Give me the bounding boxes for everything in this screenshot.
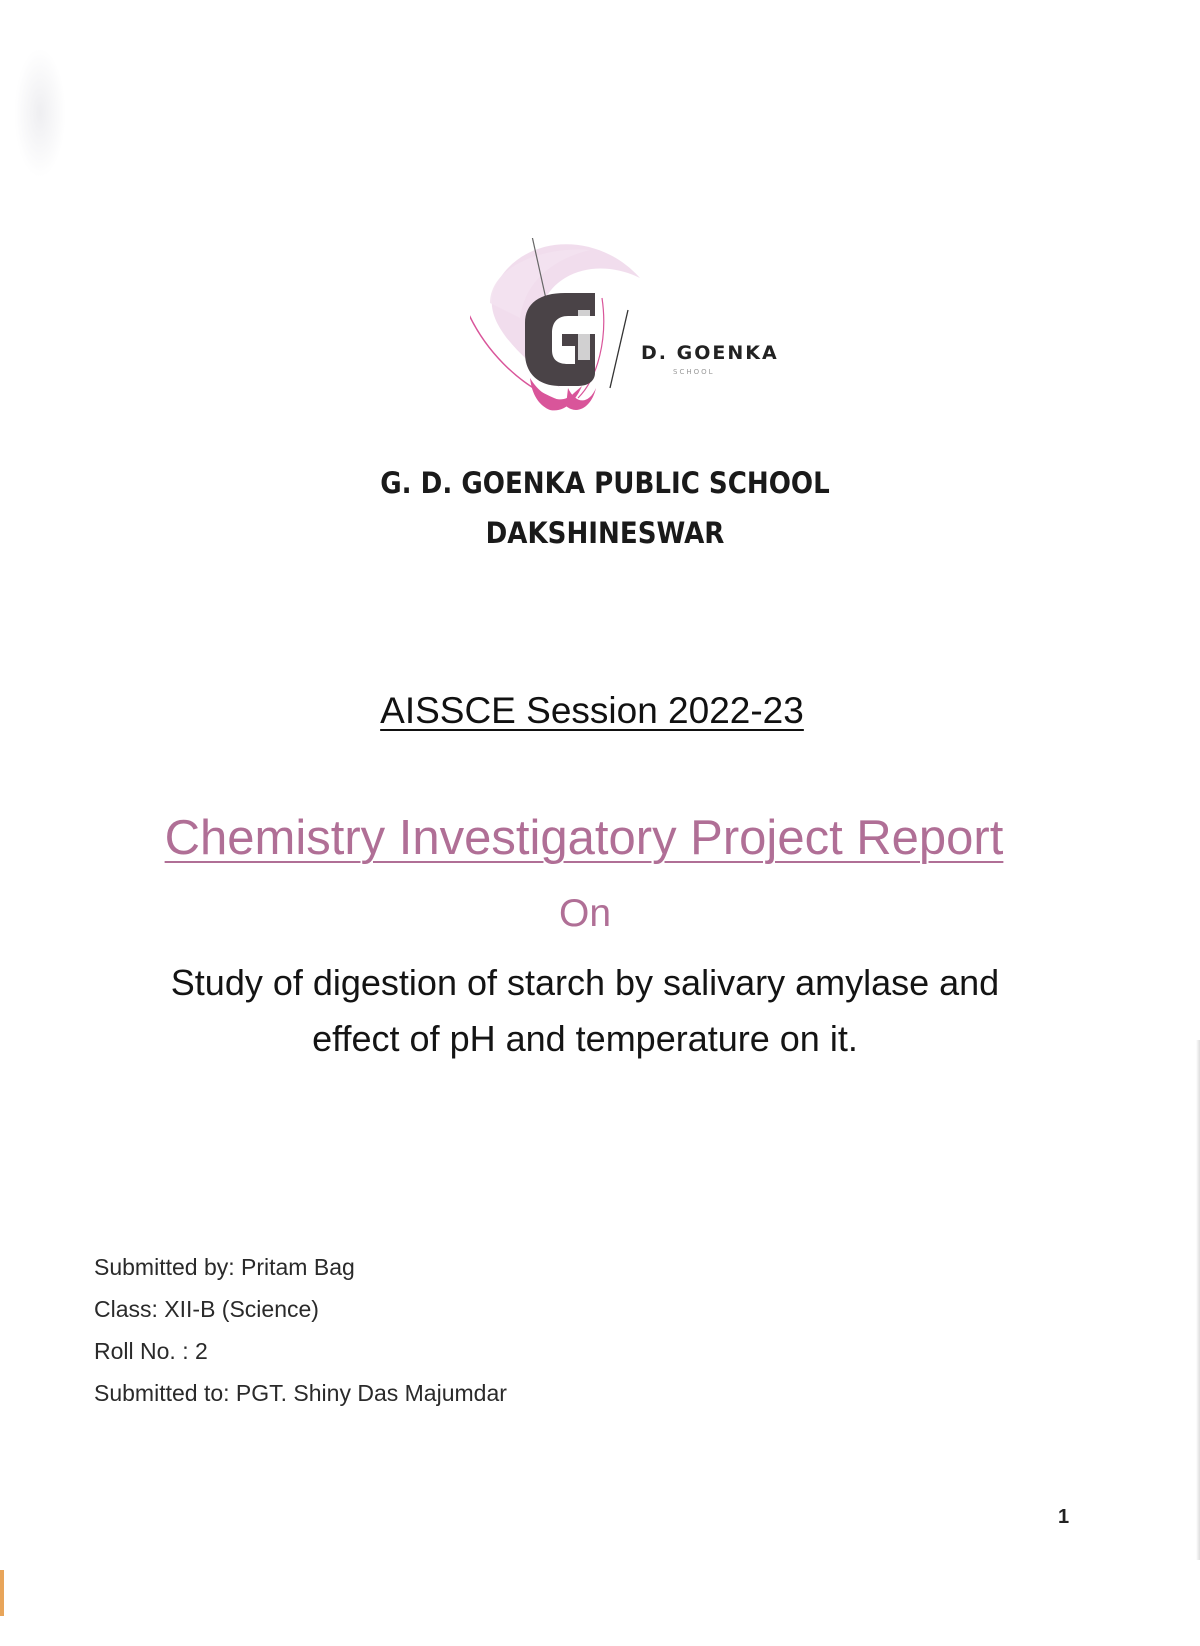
class-info: Class: XII-B (Science) [94, 1296, 319, 1322]
report-connector: On [558, 892, 612, 935]
report-title [0, 810, 1168, 866]
submission-details [94, 1246, 507, 1414]
school-location: DAKSHINESWAR [485, 516, 725, 550]
submitted-to: Submitted to: PGT. Shiny Das Majumdar [94, 1380, 507, 1406]
report-title-text: Chemistry Investigatory Project Report [164, 811, 1004, 865]
gd-goenka-logo-icon [470, 238, 800, 428]
school-logo [470, 238, 800, 428]
report-topic [100, 955, 1070, 1067]
logo-subtext: SCHOOL [673, 368, 715, 376]
school-header [61, 458, 1150, 558]
school-name: G. D. GOENKA PUBLIC SCHOOL [380, 466, 830, 500]
topic-line-2: effect of pH and temperature on it. [312, 1018, 858, 1059]
session-text: AISSCE Session 2022-23 [380, 690, 804, 731]
scan-edge-shadow [1196, 1040, 1200, 1560]
session-heading [0, 690, 1184, 732]
logo-wordmark: D. GOENKA [641, 342, 779, 364]
scan-edge-mark [0, 1570, 4, 1616]
page-number: 1 [1058, 1506, 1070, 1528]
topic-line-1: Study of digestion of starch by salivary amylase and [170, 962, 1000, 1003]
roll-number: Roll No. : 2 [94, 1338, 208, 1364]
submitted-by: Submitted by: Pritam Bag [94, 1254, 355, 1280]
scan-smudge [14, 48, 66, 178]
